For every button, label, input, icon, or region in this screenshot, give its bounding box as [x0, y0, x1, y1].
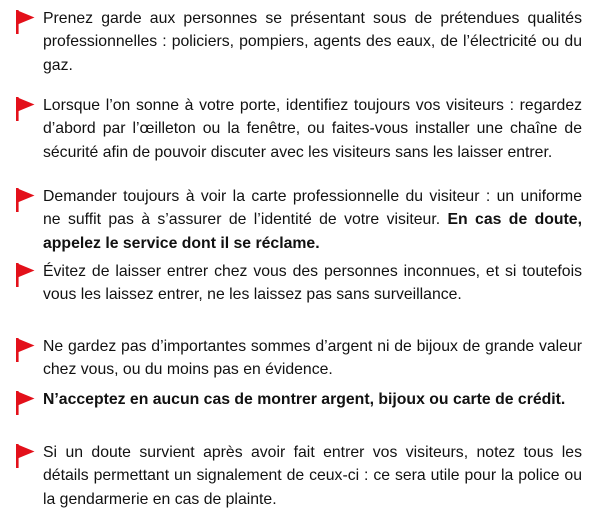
item-text: Demander toujours à voir la carte professionnelle du visiteur : un uniforme ne suffit pas à s’assurer de l’identité de votre visiteur. En cas de doute, appelez le service dont il se réclame.	[43, 188, 582, 252]
item-text: Prenez garde aux personnes se présentant sous de prétendues qualités professionnelles : policiers, pompiers, agents des eaux, de l’électricité ou du gaz.	[43, 10, 582, 74]
red-flag-icon	[15, 390, 35, 416]
red-flag-icon	[15, 337, 35, 363]
red-flag-icon	[15, 187, 35, 213]
item-text: Ne gardez pas d’importantes sommes d’argent ni de bijoux de grande valeur chez vous, ou du moins pas en évidence.	[43, 338, 582, 379]
item-bold-text: En cas de doute, appelez le service dont il se réclame.	[43, 211, 582, 252]
item-text: Évitez de laisser entrer chez vous des personnes inconnues, et si toutefois vous les laissez entrer, ne les laissez pas sans surveillance.	[43, 263, 582, 304]
red-flag-icon	[15, 96, 35, 122]
red-flag-icon	[15, 262, 35, 288]
red-flag-icon	[15, 9, 35, 35]
item-text: Lorsque l’on sonne à votre porte, identifiez toujours vos visiteurs : regardez d’abord par l’œilleton ou la fenêtre, ou faites-vous installer une chaîne de sécurité afin de pouvoir discuter avec les visiteurs sans les laisser entrer.	[43, 97, 582, 161]
item-bold-text: N’acceptez en aucun cas de montrer argent, bijoux ou carte de crédit.	[43, 391, 566, 408]
item-text: Si un doute survient après avoir fait entrer vos visiteurs, notez tous les détails permettant un signalement de ceux-ci : ce sera utile pour la police ou la gendarmerie en cas de plainte.	[43, 444, 582, 508]
red-flag-icon	[15, 443, 35, 469]
